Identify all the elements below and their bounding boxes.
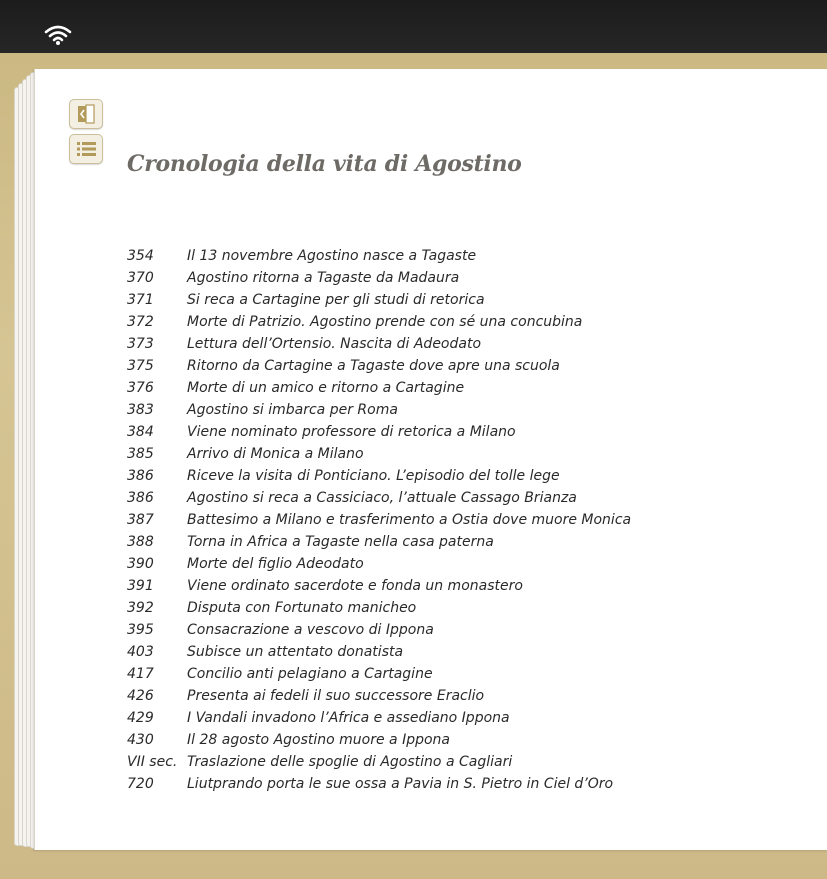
timeline-event: Liutprando porta le sue ossa a Pavia in S. Pietro in Ciel d’Oro [187, 776, 614, 792]
timeline-event: Ritorno da Cartagine a Tagaste dove apre una scuola [187, 358, 560, 374]
timeline-year: 429 [127, 710, 154, 726]
timeline-event: Battesimo a Milano e trasferimento a Ostia dove muore Monica [187, 512, 632, 528]
timeline-row [127, 487, 631, 509]
timeline-year: 354 [127, 248, 154, 264]
timeline-year: VII sec. [127, 754, 178, 770]
timeline-event: Lettura dell’Ortensio. Nascita di Adeodato [187, 336, 482, 352]
timeline-year: 373 [127, 336, 154, 352]
timeline-event: Torna in Africa a Tagaste nella casa paterna [187, 534, 494, 550]
timeline-year: 426 [127, 688, 154, 704]
timeline-event: Arrivo di Monica a Milano [187, 446, 364, 462]
timeline-year: 395 [127, 622, 154, 638]
timeline-year: 720 [127, 776, 154, 792]
timeline-row [127, 597, 631, 619]
timeline-list [127, 245, 631, 795]
timeline-year: 430 [127, 732, 154, 748]
timeline-event: Si reca a Cartagine per gli studi di retorica [187, 292, 485, 308]
timeline-row [127, 245, 631, 267]
timeline-event: Morte del figlio Adeodato [187, 556, 364, 572]
timeline-row [127, 707, 631, 729]
timeline-row [127, 267, 631, 289]
timeline-row [127, 663, 631, 685]
timeline-year: 370 [127, 270, 154, 286]
timeline-row [127, 685, 631, 707]
timeline-year: 417 [127, 666, 154, 682]
timeline-row [127, 509, 631, 531]
timeline-event: Subisce un attentato donatista [187, 644, 404, 660]
timeline-event: Agostino si reca a Cassiciaco, l’attuale Cassago Brianza [187, 490, 577, 506]
timeline-event: Riceve la visita di Ponticiano. L’episodio del tolle lege [187, 468, 560, 484]
timeline-event: Il 28 agosto Agostino muore a Ippona [187, 732, 450, 748]
timeline-row [127, 333, 631, 355]
timeline-row [127, 421, 631, 443]
timeline-year: 388 [127, 534, 154, 550]
timeline-event: Morte di Patrizio. Agostino prende con sé una concubina [187, 314, 583, 330]
timeline-row [127, 531, 631, 553]
timeline-row [127, 399, 631, 421]
timeline-year: 392 [127, 600, 154, 616]
timeline-row [127, 641, 631, 663]
timeline-event: Morte di un amico e ritorno a Cartagine [187, 380, 465, 396]
timeline-event: I Vandali invadono l’Africa e assediano Ippona [187, 710, 510, 726]
timeline-row [127, 773, 631, 795]
timeline-row [127, 443, 631, 465]
timeline-row [127, 729, 631, 751]
timeline-year: 384 [127, 424, 154, 440]
timeline-row [127, 355, 631, 377]
wifi-icon [44, 24, 72, 46]
page-title: Cronologia della vita di Agostino [127, 151, 522, 177]
timeline-row [127, 465, 631, 487]
timeline-year: 385 [127, 446, 154, 462]
timeline-event: Consacrazione a vescovo di Ippona [187, 622, 434, 638]
timeline-event: Traslazione delle spoglie di Agostino a Cagliari [187, 754, 513, 770]
timeline-year: 386 [127, 468, 154, 484]
book-page [34, 69, 827, 850]
timeline-row [127, 575, 631, 597]
timeline-event: Il 13 novembre Agostino nasce a Tagaste [187, 248, 477, 264]
back-button[interactable] [69, 99, 103, 129]
timeline-year: 375 [127, 358, 154, 374]
timeline-event: Concilio anti pelagiano a Cartagine [187, 666, 433, 682]
book-back-icon [70, 100, 102, 128]
timeline-year: 386 [127, 490, 154, 506]
timeline-event: Agostino ritorna a Tagaste da Madaura [187, 270, 460, 286]
timeline-row [127, 311, 631, 333]
timeline-year: 372 [127, 314, 154, 330]
table-of-contents-button[interactable] [69, 134, 103, 164]
timeline-year: 403 [127, 644, 154, 660]
timeline-row [127, 553, 631, 575]
timeline-event: Viene nominato professore di retorica a Milano [187, 424, 516, 440]
timeline-year: 390 [127, 556, 154, 572]
status-bar [0, 0, 827, 53]
timeline-year: 371 [127, 292, 154, 308]
timeline-event: Agostino si imbarca per Roma [187, 402, 398, 418]
timeline-row [127, 289, 631, 311]
timeline-row [127, 619, 631, 641]
timeline-year: 383 [127, 402, 154, 418]
timeline-year: 387 [127, 512, 154, 528]
timeline-year: 391 [127, 578, 154, 594]
timeline-event: Presenta ai fedeli il suo successore Eraclio [187, 688, 485, 704]
timeline-row [127, 751, 631, 773]
timeline-year: 376 [127, 380, 154, 396]
timeline-event: Disputa con Fortunato manicheo [187, 600, 417, 616]
timeline-row [127, 377, 631, 399]
list-icon [70, 135, 102, 163]
timeline-event: Viene ordinato sacerdote e fonda un monastero [187, 578, 523, 594]
